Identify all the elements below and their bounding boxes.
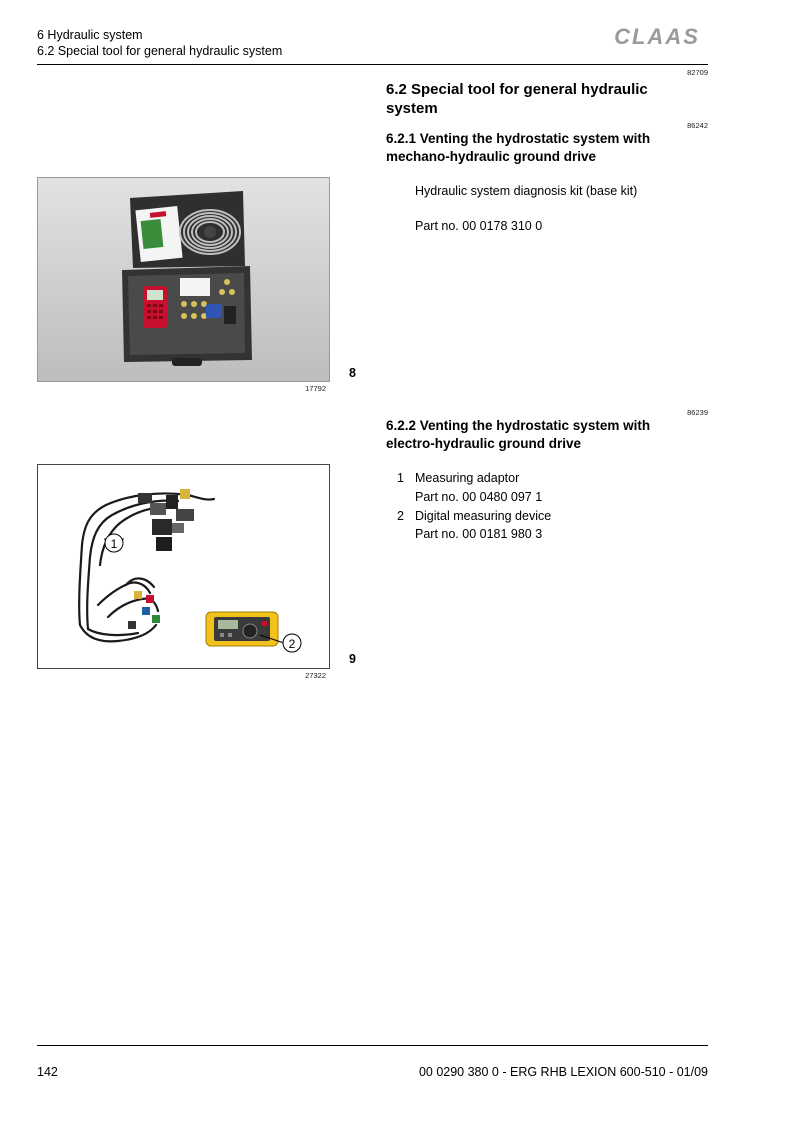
subsection-title-1: 6.2.1 Venting the hydrostatic system with mechano-hydraulic ground drive: [386, 131, 651, 164]
list-item-name: Digital measuring device: [415, 509, 552, 523]
figure-id: 27322: [305, 671, 326, 680]
figure-measuring-equipment: [37, 464, 330, 669]
figure-id: 17792: [305, 384, 326, 393]
callout-label: 1: [110, 537, 118, 551]
section-title: 6.2 Special tool for general hydraulic system: [386, 81, 648, 117]
brand-text: CLAAS: [614, 26, 700, 48]
figure-number: 9: [349, 652, 356, 666]
header-rule: [37, 64, 708, 65]
header-chapter: 6 Hydraulic system: [37, 28, 143, 42]
footer-rule: [37, 1045, 708, 1046]
list-item-part: Part no. 00 0480 097 1: [415, 490, 543, 504]
document-id: 00 0290 380 0 - ERG RHB LEXION 600-510 - 01/09: [418, 1065, 708, 1079]
measuring-equipment-drawing: [38, 465, 329, 668]
diagnosis-kit-photo: [38, 178, 329, 381]
figure-diagnosis-kit: [37, 177, 330, 382]
header-section: 6.2 Special tool for general hydraulic system: [37, 44, 283, 58]
digital-measuring-device: [206, 612, 278, 646]
claas-logo: [606, 26, 708, 48]
kit-description: Hydraulic system diagnosis kit (base kit): [415, 184, 638, 198]
list-item-number: 1: [397, 471, 404, 485]
list-item-name: Measuring adaptor: [415, 471, 520, 485]
list-item-number: 2: [397, 509, 404, 523]
connector-cluster-bottom: [128, 591, 160, 629]
page-number: 142: [37, 1065, 58, 1079]
figure-number: 8: [349, 366, 356, 380]
list-item-part: Part no. 00 0181 980 3: [415, 527, 543, 541]
kit-part-number: Part no. 00 0178 310 0: [415, 219, 543, 233]
ref-code: 82709: [687, 68, 708, 77]
callout-label: 2: [288, 637, 296, 651]
connector-cluster-top: [138, 489, 194, 551]
subsection-title-2: 6.2.2 Venting the hydrostatic system with electro-hydraulic ground drive: [386, 418, 651, 451]
ref-code: 86239: [687, 408, 708, 417]
ref-code: 86242: [687, 121, 708, 130]
